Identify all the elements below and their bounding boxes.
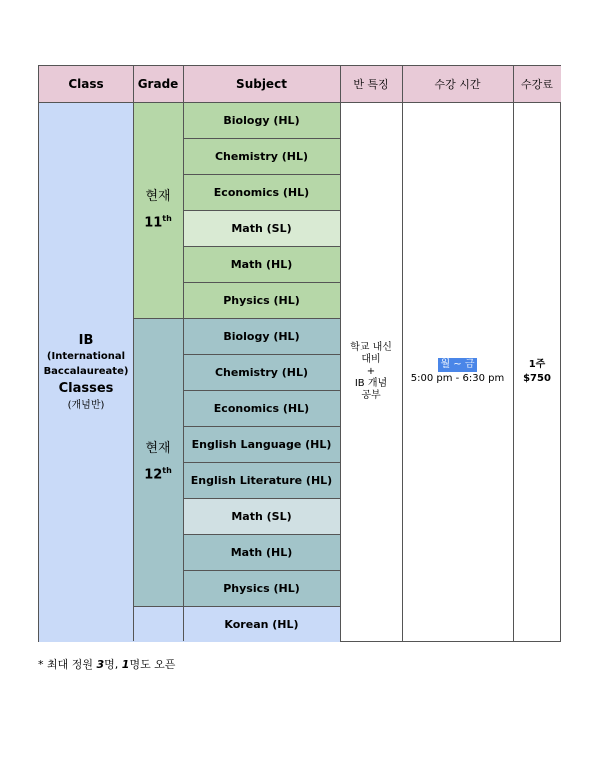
divider: [133, 66, 134, 641]
subject-11-chemistry: Chemistry (HL): [183, 138, 340, 174]
divider: [39, 102, 560, 103]
divider: [340, 66, 341, 641]
footnote: * 최대 정원 3명, 1명도 오픈: [38, 658, 176, 671]
divider: [183, 498, 340, 499]
divider: [513, 66, 514, 641]
subject-12-chemistry: Chemistry (HL): [183, 354, 340, 390]
grade-12-cell: [133, 318, 183, 606]
subject-12-english-language: English Language (HL): [183, 426, 340, 462]
divider: [183, 354, 340, 355]
header-grade: Grade: [133, 66, 183, 102]
class-schedule-table: [38, 65, 561, 642]
subject-11-physics: Physics (HL): [183, 282, 340, 318]
subject-12-math-sl: Math (SL): [183, 498, 340, 534]
divider: [183, 138, 340, 139]
header-time: 수강 시간: [402, 66, 513, 102]
features-line5: 공부: [361, 390, 381, 401]
features-line2: 대비: [361, 354, 381, 365]
divider: [183, 210, 340, 211]
divider: [183, 534, 340, 535]
divider: [183, 390, 340, 391]
subject-12-physics: Physics (HL): [183, 570, 340, 606]
fee-cell: [513, 102, 561, 642]
divider: [183, 462, 340, 463]
subject-11-math-sl: Math (SL): [183, 210, 340, 246]
subject-12-math-hl: Math (HL): [183, 534, 340, 570]
features-line1: 학교 내신: [350, 342, 392, 353]
features-line4: IB 개념: [354, 378, 388, 389]
subject-12-economics: Economics (HL): [183, 390, 340, 426]
grade-11-prefix: 현재: [145, 188, 171, 204]
grade-11-number: 11th: [144, 213, 172, 231]
subject-11-biology: Biology (HL): [183, 102, 340, 138]
header-fee: 수강료: [513, 66, 561, 102]
header-class: Class: [39, 66, 133, 102]
subject-11-math-hl: Math (HL): [183, 246, 340, 282]
time-cell: [402, 102, 513, 642]
header-subject: Subject: [183, 66, 340, 102]
time-hours: 5:00 pm - 6:30 pm: [410, 373, 505, 384]
class-classes: Classes: [58, 380, 114, 396]
grade-12-number: 12th: [144, 465, 172, 483]
class-baccalaureate: Baccalaureate): [43, 365, 129, 377]
divider: [183, 570, 340, 571]
subject-12-biology: Biology (HL): [183, 318, 340, 354]
features-cell: [340, 102, 402, 642]
subject-12-english-literature: English Literature (HL): [183, 462, 340, 498]
fee-period: 1주: [528, 359, 546, 370]
divider: [183, 174, 340, 175]
class-cell: [39, 102, 133, 642]
divider: [183, 426, 340, 427]
divider: [183, 246, 340, 247]
grade-11-cell: [133, 102, 183, 318]
grade-12-prefix: 현재: [145, 440, 171, 456]
divider: [183, 282, 340, 283]
class-ib: IB: [78, 332, 94, 348]
subject-korean: Korean (HL): [183, 606, 340, 642]
header-features: 반 특징: [340, 66, 402, 102]
fee-amount: $750: [523, 373, 551, 384]
time-days: 월 ~ 금: [440, 359, 475, 370]
features-line3: +: [366, 366, 376, 377]
divider: [402, 66, 403, 641]
subject-11-economics: Economics (HL): [183, 174, 340, 210]
divider: [133, 318, 340, 319]
class-concept: (개념반): [67, 399, 105, 411]
grade-korean-cell: [133, 606, 183, 642]
divider: [133, 606, 340, 607]
class-international: (International: [46, 350, 126, 362]
